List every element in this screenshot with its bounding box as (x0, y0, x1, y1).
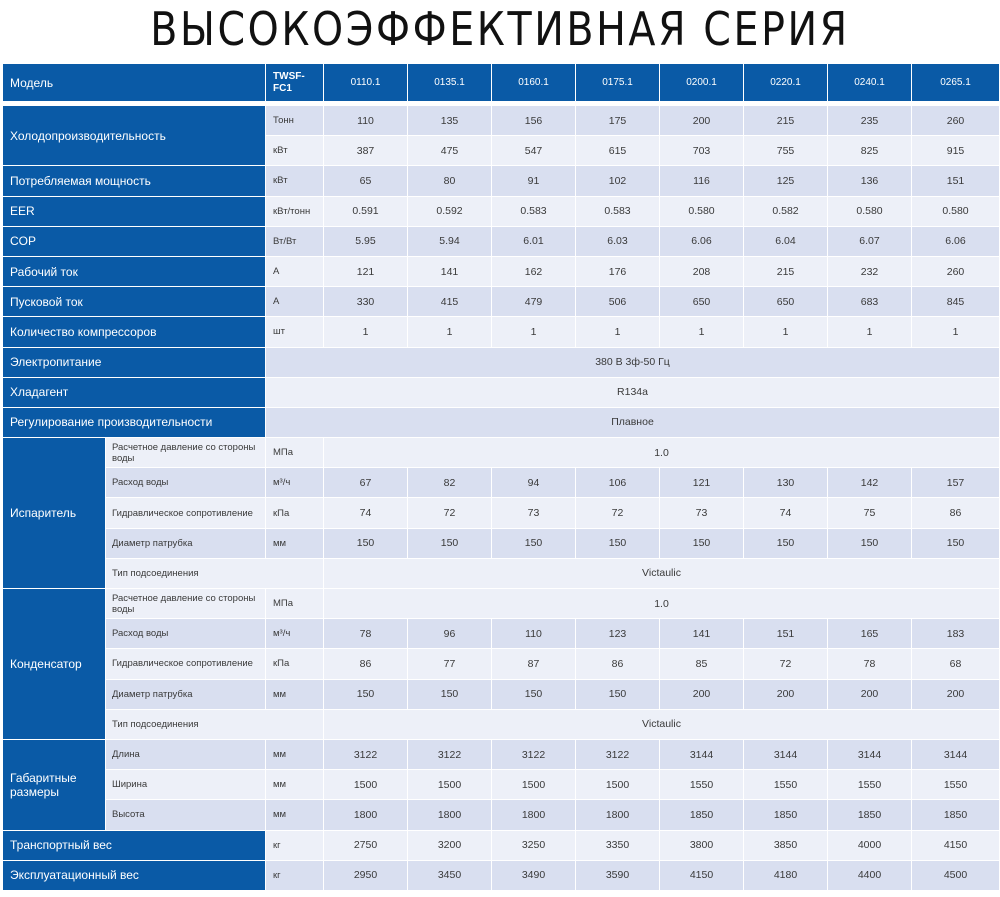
value-cell: 1550 (744, 770, 828, 800)
model-col: 0200.1 (660, 64, 744, 102)
row-sub-label: Расчетное давление со стороны воды (106, 589, 266, 619)
value-cell: 3490 (492, 860, 576, 890)
table-row (3, 106, 1000, 136)
row-sub-label: Высота (106, 800, 266, 830)
table-row (3, 347, 1000, 377)
row-sub-label: Тип подсоединения (106, 558, 324, 588)
unit-cell: МПа (266, 589, 324, 619)
value-cell: 4150 (660, 860, 744, 890)
value-cell: 3122 (576, 739, 660, 769)
value-cell: 260 (912, 106, 1000, 136)
table-row (3, 739, 1000, 769)
value-cell: 150 (324, 528, 408, 558)
value-cell: 200 (660, 106, 744, 136)
value-cell: 1550 (912, 770, 1000, 800)
value-cell: 1500 (492, 770, 576, 800)
value-cell: 183 (912, 619, 1000, 649)
value-cell: 3144 (744, 739, 828, 769)
unit-cell: Тонн (266, 106, 324, 136)
value-cell: 475 (408, 136, 492, 166)
value-cell: 235 (828, 106, 912, 136)
row-group-label: Количество компрессоров (3, 317, 266, 347)
value-cell: 845 (912, 287, 1000, 317)
unit-cell: МПа (266, 438, 324, 468)
row-group-label: COP (3, 226, 266, 256)
merged-value-cell: 1.0 (324, 589, 1000, 619)
table-row (3, 226, 1000, 256)
value-cell: 1500 (576, 770, 660, 800)
value-cell: 86 (324, 649, 408, 679)
value-cell: 102 (576, 166, 660, 196)
value-cell: 176 (576, 256, 660, 286)
table-row (3, 679, 1000, 709)
value-cell: 6.04 (744, 226, 828, 256)
value-cell: 72 (408, 498, 492, 528)
value-cell: 0.580 (828, 196, 912, 226)
value-cell: 150 (744, 528, 828, 558)
table-row (3, 438, 1000, 468)
unit-cell: мм (266, 739, 324, 769)
row-sub-label: Гидравлическое сопротивление (106, 498, 266, 528)
unit-cell: кВт (266, 166, 324, 196)
table-row (3, 830, 1000, 860)
value-cell: 3450 (408, 860, 492, 890)
table-row (3, 317, 1000, 347)
table-row (3, 709, 1000, 739)
value-cell: 215 (744, 256, 828, 286)
row-sub-label: Расход воды (106, 468, 266, 498)
value-cell: 506 (576, 287, 660, 317)
value-cell: 1850 (912, 800, 1000, 830)
value-cell: 121 (324, 256, 408, 286)
value-cell: 755 (744, 136, 828, 166)
value-cell: 4500 (912, 860, 1000, 890)
unit-cell: мм (266, 800, 324, 830)
row-group-label: Хладагент (3, 377, 266, 407)
row-group-label: Регулирование производительности (3, 407, 266, 437)
value-cell: 650 (660, 287, 744, 317)
value-cell: 150 (828, 528, 912, 558)
value-cell: 162 (492, 256, 576, 286)
value-cell: 3850 (744, 830, 828, 860)
value-cell: 208 (660, 256, 744, 286)
value-cell: 150 (660, 528, 744, 558)
model-col: 0220.1 (744, 64, 828, 102)
value-cell: 200 (660, 679, 744, 709)
model-col: 0135.1 (408, 64, 492, 102)
value-cell: 2750 (324, 830, 408, 860)
value-cell: 232 (828, 256, 912, 286)
unit-cell: кг (266, 830, 324, 860)
value-cell: 3350 (576, 830, 660, 860)
value-cell: 1500 (324, 770, 408, 800)
value-cell: 110 (324, 106, 408, 136)
row-sub-label: Диаметр патрубка (106, 679, 266, 709)
value-cell: 68 (912, 649, 1000, 679)
value-cell: 75 (828, 498, 912, 528)
value-cell: 73 (492, 498, 576, 528)
row-group-label: EER (3, 196, 266, 226)
row-sub-label: Длина (106, 739, 266, 769)
value-cell: 141 (660, 619, 744, 649)
table-row (3, 619, 1000, 649)
value-cell: 175 (576, 106, 660, 136)
value-cell: 80 (408, 166, 492, 196)
value-cell: 200 (744, 679, 828, 709)
value-cell: 150 (492, 528, 576, 558)
value-cell: 615 (576, 136, 660, 166)
value-cell: 157 (912, 468, 1000, 498)
value-cell: 2950 (324, 860, 408, 890)
merged-value-cell: R134a (266, 377, 1000, 407)
value-cell: 1 (576, 317, 660, 347)
value-cell: 0.580 (660, 196, 744, 226)
value-cell: 150 (912, 528, 1000, 558)
unit-cell: м³/ч (266, 468, 324, 498)
value-cell: 73 (660, 498, 744, 528)
model-col: 0160.1 (492, 64, 576, 102)
table-row (3, 649, 1000, 679)
model-code: TWSF-FC1 (266, 64, 324, 102)
unit-cell: кВт/тонн (266, 196, 324, 226)
row-group-label: Габаритные размеры (3, 739, 106, 830)
unit-cell: мм (266, 679, 324, 709)
value-cell: 215 (744, 106, 828, 136)
row-group-label: Транспортный вес (3, 830, 266, 860)
value-cell: 72 (576, 498, 660, 528)
value-cell: 125 (744, 166, 828, 196)
value-cell: 1800 (324, 800, 408, 830)
merged-value-cell: Плавное (266, 407, 1000, 437)
value-cell: 165 (828, 619, 912, 649)
model-col: 0110.1 (324, 64, 408, 102)
unit-cell: кг (266, 860, 324, 890)
table-row (3, 800, 1000, 830)
value-cell: 82 (408, 468, 492, 498)
value-cell: 387 (324, 136, 408, 166)
value-cell: 4000 (828, 830, 912, 860)
value-cell: 1 (828, 317, 912, 347)
value-cell: 123 (576, 619, 660, 649)
table-row (3, 589, 1000, 619)
page-title: ВЫСОКОЭФФЕКТИВНАЯ СЕРИЯ (150, 2, 850, 56)
value-cell: 151 (912, 166, 1000, 196)
table-row (3, 528, 1000, 558)
value-cell: 150 (492, 679, 576, 709)
table-row (3, 287, 1000, 317)
value-cell: 85 (660, 649, 744, 679)
value-cell: 6.07 (828, 226, 912, 256)
value-cell: 130 (744, 468, 828, 498)
value-cell: 3122 (324, 739, 408, 769)
value-cell: 142 (828, 468, 912, 498)
value-cell: 3144 (912, 739, 1000, 769)
value-cell: 6.01 (492, 226, 576, 256)
value-cell: 1800 (408, 800, 492, 830)
value-cell: 650 (744, 287, 828, 317)
table-row (3, 377, 1000, 407)
value-cell: 106 (576, 468, 660, 498)
value-cell: 150 (576, 528, 660, 558)
value-cell: 150 (408, 679, 492, 709)
value-cell: 3122 (492, 739, 576, 769)
value-cell: 110 (492, 619, 576, 649)
value-cell: 3800 (660, 830, 744, 860)
table-row (3, 770, 1000, 800)
value-cell: 151 (744, 619, 828, 649)
model-col: 0265.1 (912, 64, 1000, 102)
row-sub-label: Расчетное давление со стороны воды (106, 438, 266, 468)
row-sub-label: Тип подсоединения (106, 709, 324, 739)
unit-cell: кВт (266, 136, 324, 166)
value-cell: 0.583 (492, 196, 576, 226)
value-cell: 1 (492, 317, 576, 347)
value-cell: 72 (744, 649, 828, 679)
table-row (3, 860, 1000, 890)
header-row (3, 64, 1000, 102)
table-row (3, 196, 1000, 226)
value-cell: 1 (912, 317, 1000, 347)
value-cell: 200 (912, 679, 1000, 709)
value-cell: 3200 (408, 830, 492, 860)
value-cell: 96 (408, 619, 492, 649)
value-cell: 77 (408, 649, 492, 679)
value-cell: 3250 (492, 830, 576, 860)
row-sub-label: Расход воды (106, 619, 266, 649)
row-group-label: Рабочий ток (3, 256, 266, 286)
unit-cell: м³/ч (266, 619, 324, 649)
value-cell: 5.94 (408, 226, 492, 256)
table-row (3, 407, 1000, 437)
value-cell: 415 (408, 287, 492, 317)
value-cell: 1 (744, 317, 828, 347)
value-cell: 94 (492, 468, 576, 498)
table-row (3, 498, 1000, 528)
value-cell: 3122 (408, 739, 492, 769)
value-cell: 91 (492, 166, 576, 196)
unit-cell: Вт/Вт (266, 226, 324, 256)
value-cell: 86 (576, 649, 660, 679)
model-col: 0240.1 (828, 64, 912, 102)
value-cell: 150 (324, 679, 408, 709)
unit-cell: мм (266, 770, 324, 800)
merged-value-cell: 1.0 (324, 438, 1000, 468)
row-sub-label: Ширина (106, 770, 266, 800)
value-cell: 156 (492, 106, 576, 136)
value-cell: 1 (408, 317, 492, 347)
row-group-label: Электропитание (3, 347, 266, 377)
unit-cell: кПа (266, 649, 324, 679)
value-cell: 0.592 (408, 196, 492, 226)
merged-value-cell: Victaulic (324, 709, 1000, 739)
value-cell: 1850 (828, 800, 912, 830)
value-cell: 121 (660, 468, 744, 498)
unit-cell: кПа (266, 498, 324, 528)
model-col: 0175.1 (576, 64, 660, 102)
value-cell: 67 (324, 468, 408, 498)
value-cell: 1500 (408, 770, 492, 800)
row-group-label: Конденсатор (3, 589, 106, 740)
value-cell: 3144 (660, 739, 744, 769)
value-cell: 1800 (492, 800, 576, 830)
value-cell: 78 (828, 649, 912, 679)
value-cell: 74 (324, 498, 408, 528)
value-cell: 65 (324, 166, 408, 196)
value-cell: 150 (576, 679, 660, 709)
value-cell: 0.591 (324, 196, 408, 226)
value-cell: 683 (828, 287, 912, 317)
value-cell: 825 (828, 136, 912, 166)
value-cell: 479 (492, 287, 576, 317)
table-row (3, 468, 1000, 498)
spec-table (2, 63, 1000, 891)
value-cell: 74 (744, 498, 828, 528)
value-cell: 330 (324, 287, 408, 317)
row-sub-label: Диаметр патрубка (106, 528, 266, 558)
value-cell: 1850 (660, 800, 744, 830)
value-cell: 6.06 (660, 226, 744, 256)
merged-value-cell: Victaulic (324, 558, 1000, 588)
value-cell: 703 (660, 136, 744, 166)
value-cell: 915 (912, 136, 1000, 166)
value-cell: 87 (492, 649, 576, 679)
value-cell: 4400 (828, 860, 912, 890)
value-cell: 5.95 (324, 226, 408, 256)
value-cell: 150 (408, 528, 492, 558)
value-cell: 1550 (828, 770, 912, 800)
value-cell: 1850 (744, 800, 828, 830)
unit-cell: A (266, 256, 324, 286)
row-group-label: Потребляемая мощность (3, 166, 266, 196)
value-cell: 3590 (576, 860, 660, 890)
model-header: Модель (3, 64, 266, 102)
value-cell: 1800 (576, 800, 660, 830)
table-row (3, 558, 1000, 588)
row-group-label: Холодопроизводительность (3, 106, 266, 166)
value-cell: 4150 (912, 830, 1000, 860)
value-cell: 6.06 (912, 226, 1000, 256)
table-row (3, 256, 1000, 286)
value-cell: 6.03 (576, 226, 660, 256)
row-sub-label: Гидравлическое сопротивление (106, 649, 266, 679)
value-cell: 136 (828, 166, 912, 196)
value-cell: 86 (912, 498, 1000, 528)
value-cell: 1550 (660, 770, 744, 800)
value-cell: 3144 (828, 739, 912, 769)
value-cell: 1 (660, 317, 744, 347)
value-cell: 4180 (744, 860, 828, 890)
merged-value-cell: 380 В 3ф-50 Гц (266, 347, 1000, 377)
value-cell: 135 (408, 106, 492, 136)
value-cell: 0.582 (744, 196, 828, 226)
value-cell: 1 (324, 317, 408, 347)
value-cell: 0.583 (576, 196, 660, 226)
unit-cell: A (266, 287, 324, 317)
value-cell: 0.580 (912, 196, 1000, 226)
value-cell: 141 (408, 256, 492, 286)
row-group-label: Испаритель (3, 438, 106, 589)
table-row (3, 166, 1000, 196)
value-cell: 116 (660, 166, 744, 196)
value-cell: 78 (324, 619, 408, 649)
value-cell: 547 (492, 136, 576, 166)
row-group-label: Пусковой ток (3, 287, 266, 317)
unit-cell: мм (266, 528, 324, 558)
row-group-label: Эксплуатационный вес (3, 860, 266, 890)
value-cell: 260 (912, 256, 1000, 286)
unit-cell: шт (266, 317, 324, 347)
value-cell: 200 (828, 679, 912, 709)
